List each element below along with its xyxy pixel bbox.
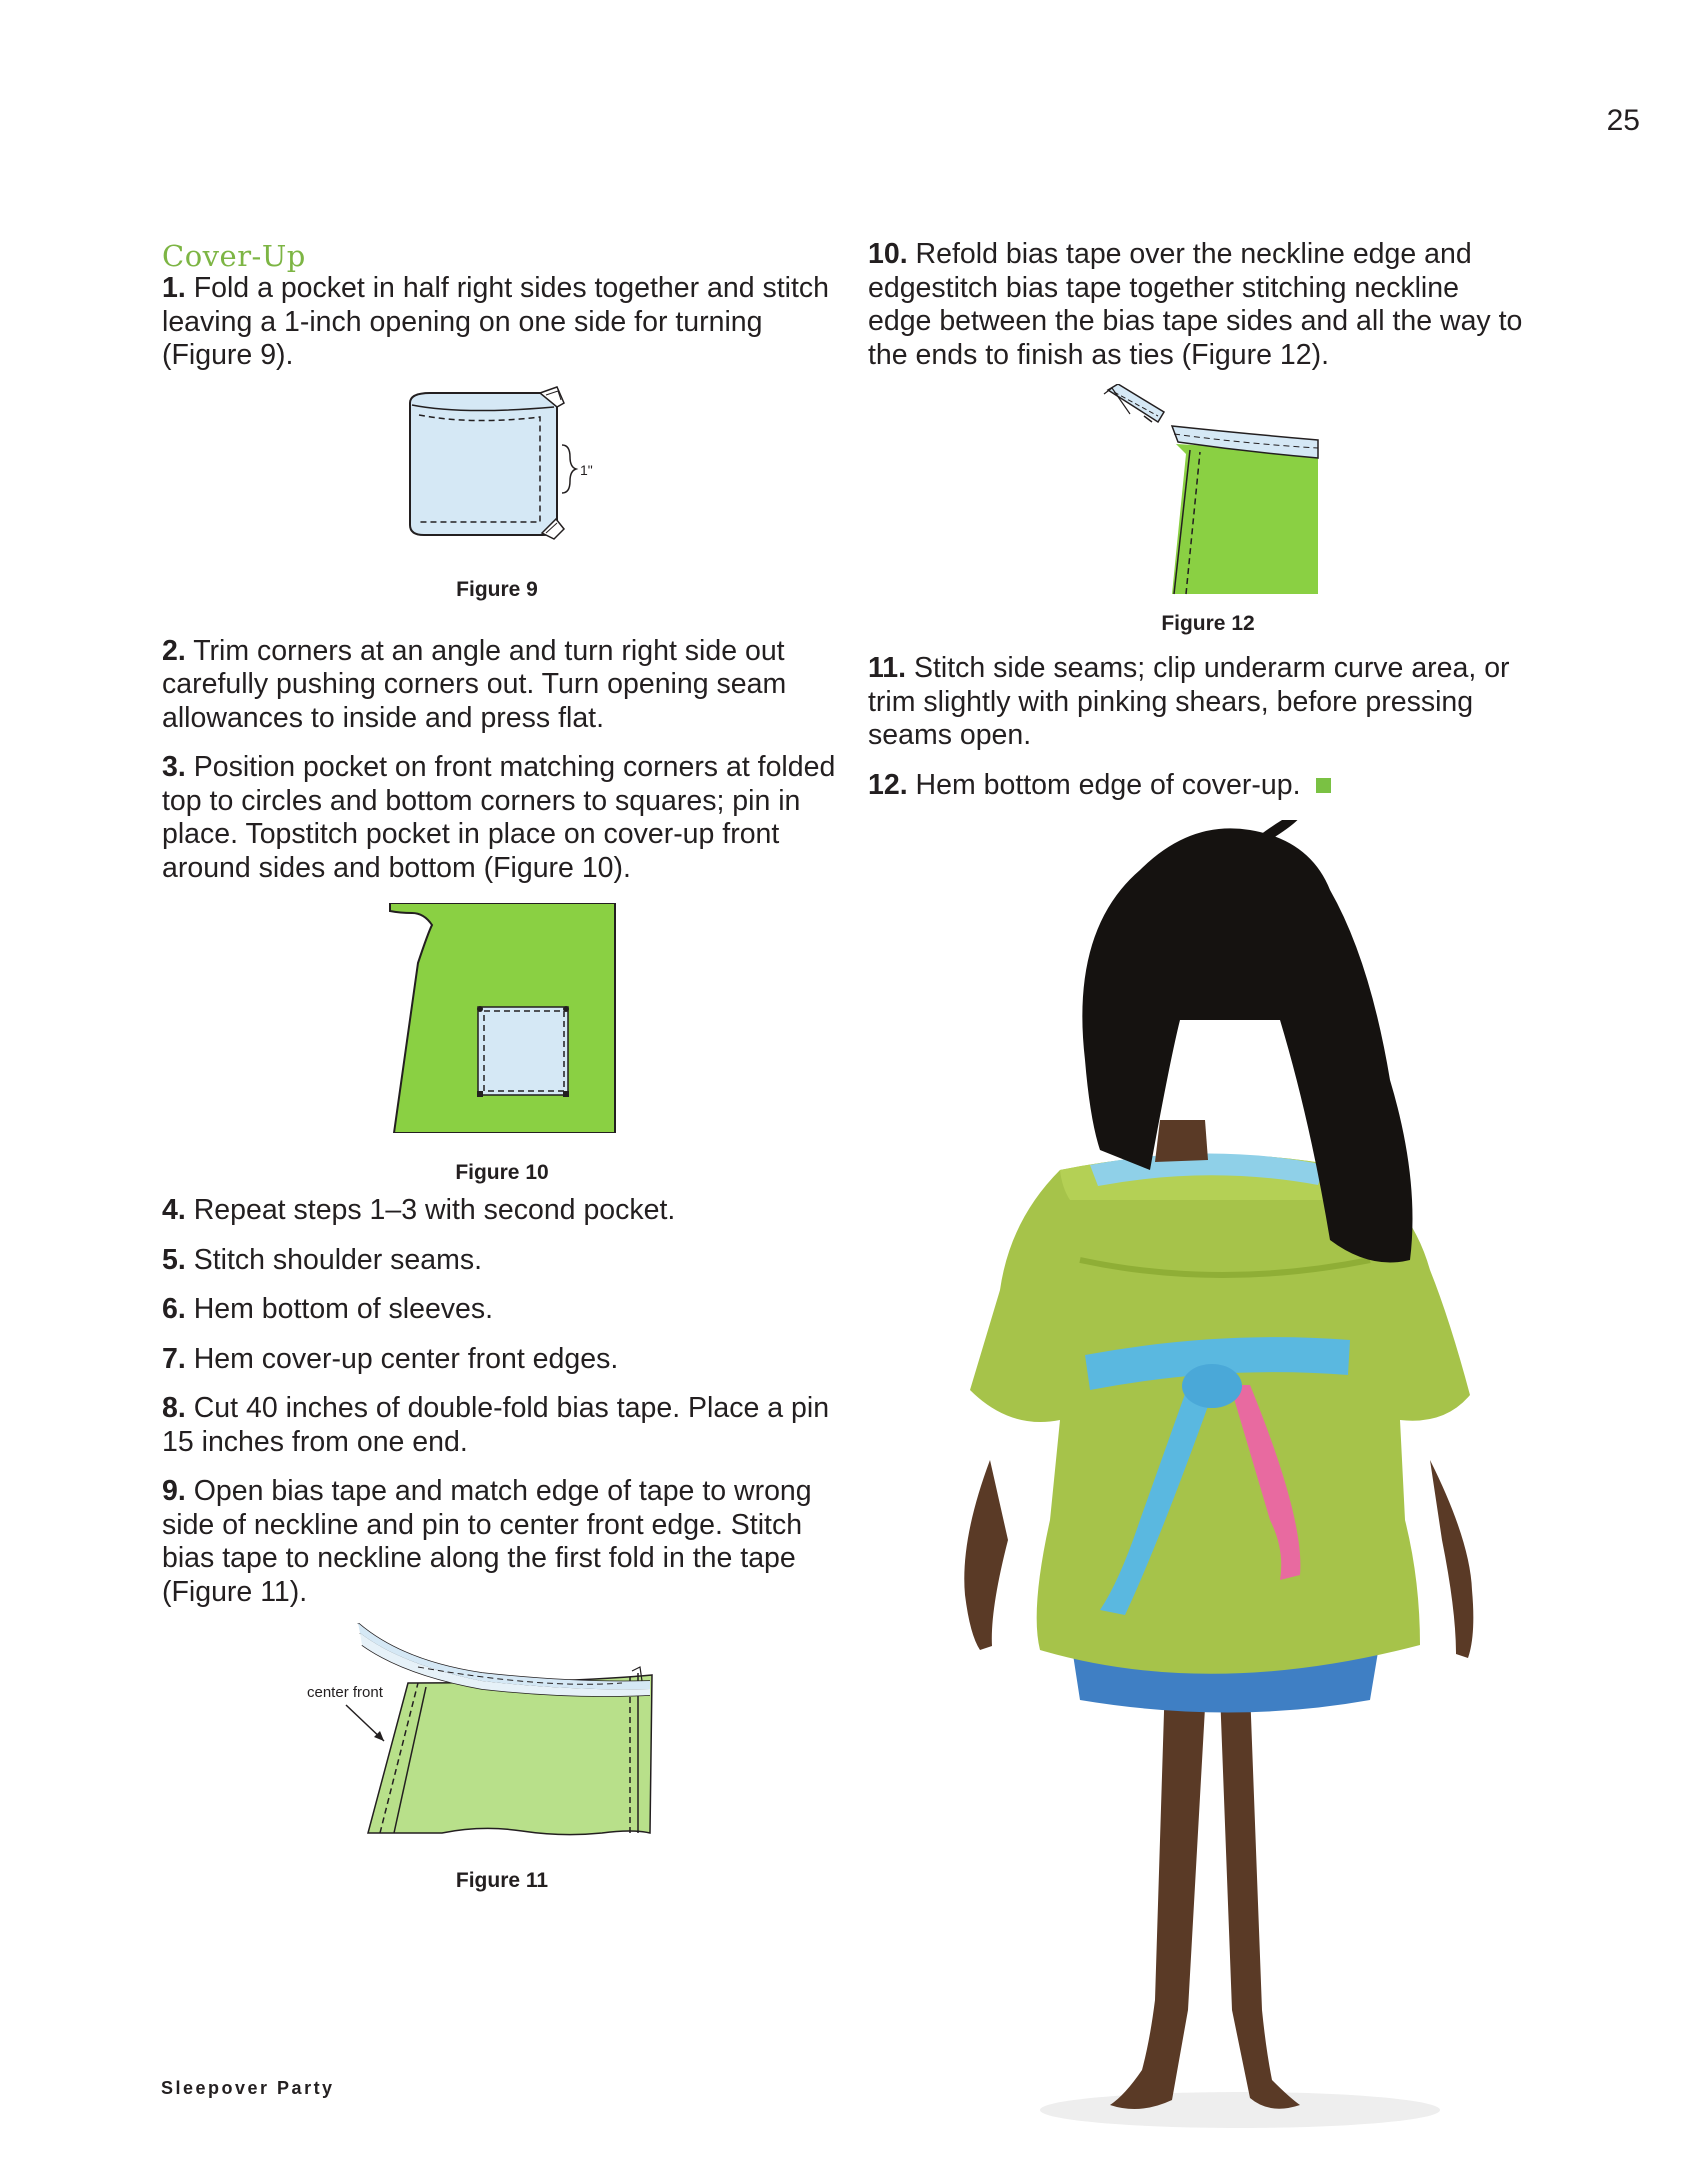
step-number: 10. (868, 238, 908, 270)
step-text: Repeat steps 1–3 with second pocket. (193, 1194, 676, 1226)
figure-11-caption: Figure 11 (455, 1869, 549, 1892)
step-number: 3. (162, 751, 186, 783)
step-number: 9. (162, 1475, 186, 1507)
figure-9 (162, 385, 842, 620)
footer-section-name: Sleepover Party (161, 2078, 335, 2098)
step-number: 1. (162, 272, 186, 304)
step-10 (868, 238, 1528, 372)
section-title: Cover-Up (162, 239, 306, 273)
left-column (162, 238, 842, 1893)
step-11 (868, 652, 1528, 753)
step-text: Position pocket on front matching corners at folded top to circles and bottom corners to squares; pin in place. Topstitch pocket in place on cover-up front around sides and bottom (Figure 10). (162, 751, 836, 884)
step-1 (162, 272, 842, 373)
step-number: 7. (162, 1342, 186, 1375)
figure-11-label: center front (307, 1684, 383, 1701)
figure-12-drawing (868, 384, 1528, 604)
step-4 (162, 1194, 842, 1228)
step-text: Hem cover-up center front edges. (193, 1342, 619, 1375)
doll-photo (950, 820, 1540, 2140)
step-number: 2. (162, 634, 186, 667)
step-number: 6. (162, 1293, 186, 1325)
step-text: Hem bottom edge of cover-up. (915, 768, 1301, 801)
figure-10-drawing (162, 903, 842, 1133)
right-column (868, 238, 1528, 802)
figure-9-caption: Figure 9 (456, 577, 538, 601)
step-number: 11. (868, 652, 907, 684)
page-number: 25 (1606, 104, 1640, 137)
step-2 (162, 635, 842, 736)
step-9 (162, 1475, 842, 1609)
end-of-article-square-icon (1316, 778, 1331, 793)
step-number: 12. (868, 768, 908, 801)
figure-10 (162, 903, 842, 1184)
step-number: 8. (162, 1392, 186, 1424)
step-5 (162, 1244, 842, 1278)
step-text: Stitch side seams; clip underarm curve area, or trim slightly with pinking shears, before pressing seams open. (868, 652, 1510, 751)
step-text: Open bias tape and match edge of tape to wrong side of neckline and pin to center front edge. Stitch bias tape to neckline along the first fold in the tape (Figure 11). (162, 1475, 812, 1608)
figure-12 (868, 384, 1528, 644)
step-text: Stitch shoulder seams. (193, 1243, 483, 1276)
figure-12-caption: Figure 12 (1161, 612, 1255, 635)
step-3 (162, 751, 842, 885)
step-text: Refold bias tape over the neckline edge and edgestitch bias tape together stitching neckline edge between the bias tape sides and all the way to the ends to finish as ties (Figure 12). (868, 238, 1523, 371)
step-number: 5. (162, 1243, 186, 1276)
step-text: Trim corners at an angle and turn right side out carefully pushing corners out. Turn opening seam allowances to inside and press flat. (162, 634, 787, 734)
step-12 (868, 769, 1528, 803)
step-8 (162, 1392, 842, 1459)
step-6 (162, 1293, 842, 1327)
step-7 (162, 1343, 842, 1377)
figure-9-measure-label: 1" (580, 461, 593, 478)
step-text: Cut 40 inches of double-fold bias tape. Place a pin 15 inches from one end. (162, 1392, 830, 1458)
step-text: Hem bottom of sleeves. (193, 1293, 494, 1325)
step-number: 4. (162, 1194, 186, 1226)
figure-9-drawing (162, 385, 842, 565)
figure-10-caption: Figure 10 (455, 1161, 549, 1184)
figure-11 (162, 1623, 842, 1893)
step-text: Fold a pocket in half right sides together and stitch leaving a 1-inch opening on one side for turning (Figure 9). (162, 272, 829, 371)
figure-11-drawing (162, 1623, 842, 1843)
